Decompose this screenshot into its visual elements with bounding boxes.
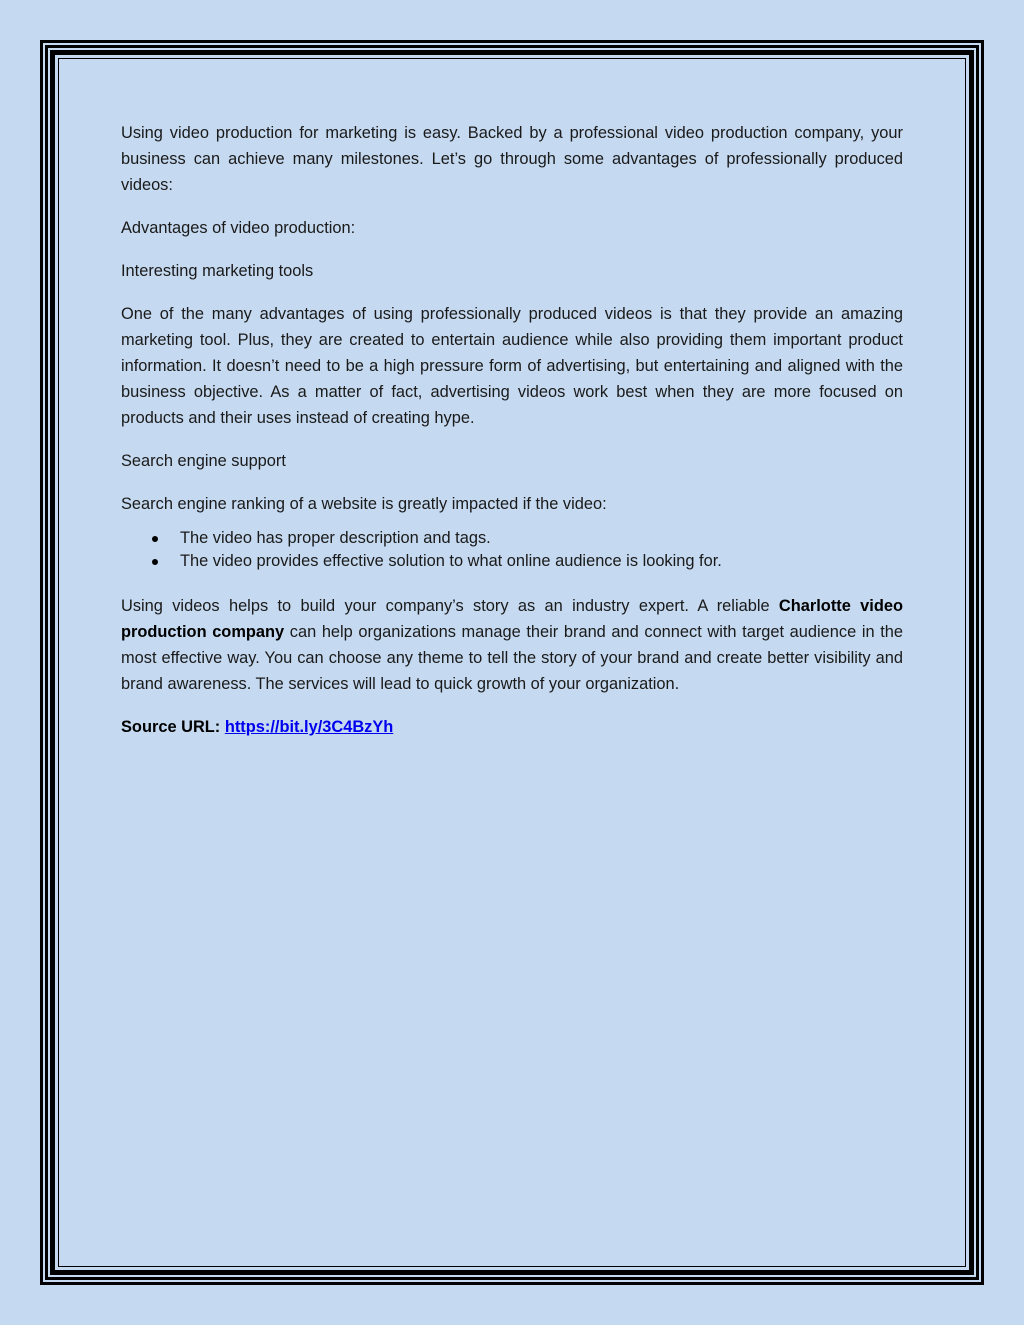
source-line	[121, 714, 903, 740]
bullet-icon	[152, 536, 158, 542]
bullet-text: The video has proper description and tags.	[180, 529, 491, 547]
marketing-tools-paragraph: One of the many advantages of using professionally produced videos is that they provide an amazing marketing tool. Plus, they are created to entertain audience while also providing them important product information. It doesn’t need to be a high pressure form of advertising, but entertaining and aligned with the business objective. As a matter of fact, advertising videos work best when they are more focused on products and their uses instead of creating hype.	[121, 305, 903, 427]
intro-paragraph: Using video production for marketing is easy. Backed by a professional video production company, your business can achieve many milestones. Let’s go through some advantages of professionally produced videos:	[121, 124, 903, 194]
search-engine-paragraph: Search engine ranking of a website is greatly impacted if the video:	[121, 495, 607, 513]
list-item	[121, 527, 903, 550]
advantages-heading: Advantages of video production:	[121, 219, 356, 237]
search-engine-heading: Search engine support	[121, 452, 286, 470]
closing-text-end: can help organizations manage their brand and connect with target audience in the most effective way. You can choose any theme to tell the story of your brand and create better visibility and brand awareness. The services will lead to quick growth of your organization.	[121, 623, 903, 693]
marketing-tools-heading: Interesting marketing tools	[121, 262, 314, 280]
bullet-icon	[152, 559, 158, 565]
source-label: Source URL:	[121, 718, 225, 736]
closing-text-start: Using videos helps to build your company’s story as an industry expert. A reliable	[121, 597, 779, 615]
source-url-link[interactable]: https://bit.ly/3C4BzYh	[224, 718, 394, 736]
document-body	[121, 120, 903, 757]
bullet-list	[121, 517, 903, 573]
closing-paragraph	[121, 593, 903, 697]
bullet-text: The video provides effective solution to what online audience is looking for.	[180, 552, 722, 570]
company-name: Charlotte video production company	[121, 597, 903, 641]
list-item	[121, 550, 903, 573]
